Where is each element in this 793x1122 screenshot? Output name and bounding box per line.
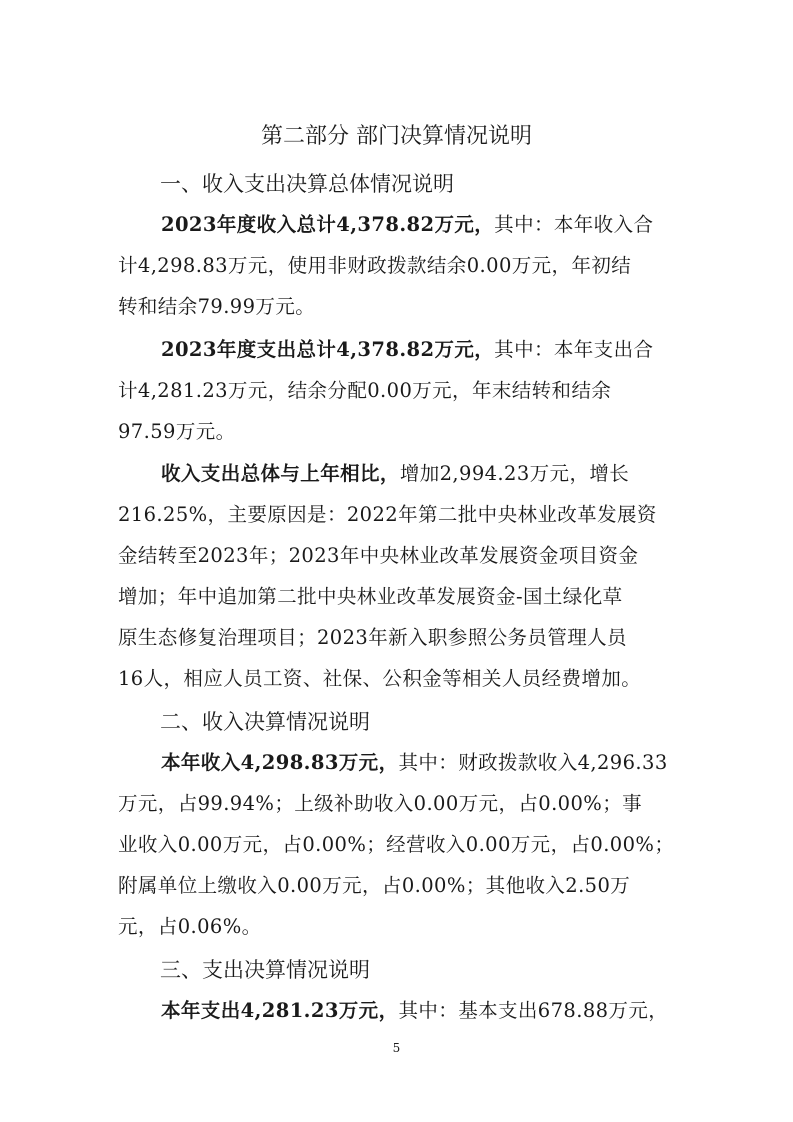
paragraph-line (118, 990, 678, 1031)
paragraph-line: 97.59万元。 (118, 420, 236, 443)
page-number: 5 (392, 1041, 401, 1055)
paragraph-line: 业收入0.00万元，占0.00%；经营收入0.00万元，占0.00%； (118, 833, 675, 856)
paragraph-lead: 2023年度收入总计4,378.82万元， (161, 213, 495, 236)
paragraph-lead: 收入支出总体与上年相比， (161, 462, 400, 485)
paragraph-line (118, 742, 678, 783)
paragraph-text: 其中：本年收入合 (494, 213, 654, 236)
section-heading-expense: 三、支出决算情况说明 (160, 958, 370, 982)
paragraph-line (118, 204, 678, 245)
paragraph-line: 元，占0.06%。 (118, 915, 262, 938)
paragraph-lead: 2023年度支出总计4,378.82万元， (161, 338, 495, 361)
paragraph-line: 16人，相应人员工资、社保、公积金等相关人员经费增加。 (118, 667, 642, 690)
paragraph-line: 万元，占99.94%；上级补助收入0.00万元，占0.00%；事 (118, 792, 643, 815)
paragraph-income-total (118, 204, 678, 327)
paragraph-text: 其中：基本支出678.88万元， (398, 999, 669, 1022)
paragraph-lead: 本年支出4,281.23万元， (161, 999, 399, 1022)
paragraph-year-comparison (118, 453, 678, 699)
paragraph-line: 金结转至2023年；2023年中央林业改革发展资金项目资金 (118, 544, 639, 567)
paragraph-line: 增加；年中追加第二批中央林业改革发展资金-国土绿化草 (118, 585, 623, 608)
paragraph-line: 附属单位上缴收入0.00万元，占0.00%；其他收入2.50万 (118, 874, 631, 897)
paragraph-lead: 本年收入4,298.83万元， (161, 751, 399, 774)
paragraph-income-detail (118, 742, 678, 947)
paragraph-expense-total (118, 329, 678, 452)
paragraph-line (118, 453, 678, 494)
section-heading-overview: 一、收入支出决算总体情况说明 (160, 172, 454, 196)
paragraph-text: 其中：本年支出合 (494, 338, 654, 361)
paragraph-line (118, 329, 678, 370)
paragraph-line: 216.25%，主要原因是：2022年第二批中央林业改革发展资 (118, 503, 657, 526)
paragraph-line: 计4,281.23万元，结余分配0.00万元，年末结转和结余 (118, 379, 612, 402)
paragraph-line: 计4,298.83万元，使用非财政拨款结余0.00万元，年初结 (118, 254, 632, 277)
paragraph-line: 原生态修复治理项目；2023年新入职参照公务员管理人员 (118, 626, 627, 649)
section-heading-income: 二、收入决算情况说明 (160, 710, 370, 734)
paragraph-line: 转和结余79.99万元。 (118, 295, 316, 318)
paragraph-text: 增加2,994.23万元，增长 (399, 462, 630, 485)
document-title: 第二部分 部门决算情况说明 (261, 124, 532, 149)
paragraph-text: 其中：财政拨款收入4,296.33 (398, 751, 668, 774)
paragraph-expense-detail (118, 990, 678, 1031)
